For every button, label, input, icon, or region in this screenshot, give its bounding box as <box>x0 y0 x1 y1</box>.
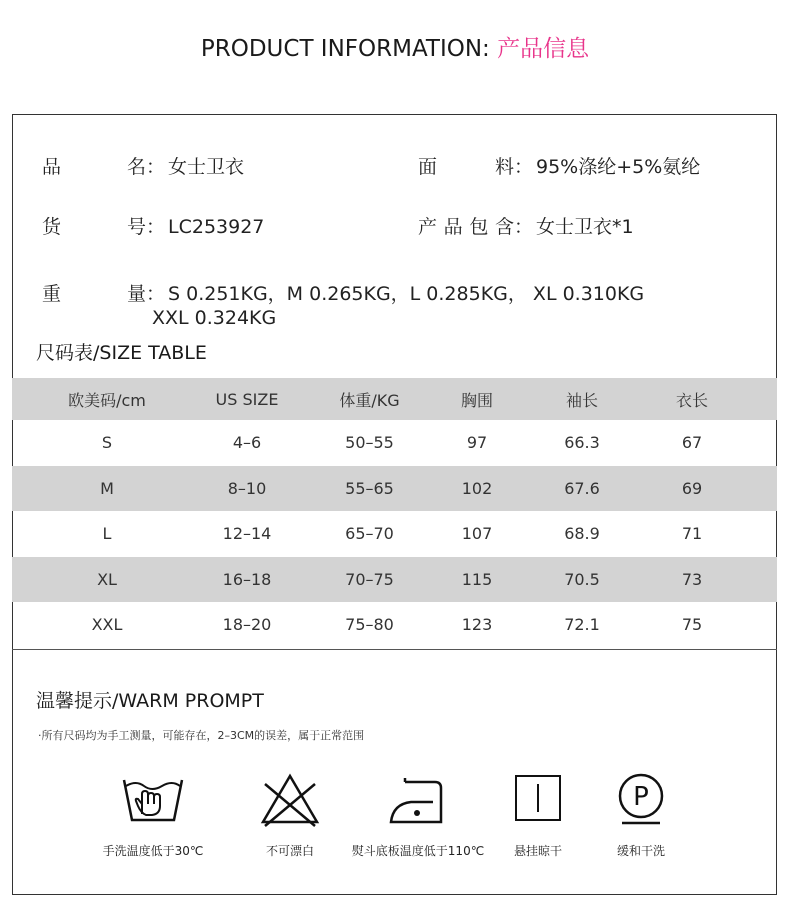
table-cell: 97 <box>466 433 488 453</box>
weight-label: 重量 <box>42 283 146 305</box>
name-label: 品名 <box>42 156 146 178</box>
header-cell: 胸围 <box>460 390 493 410</box>
table-cell: 12–14 <box>222 524 272 544</box>
table-cell: 102 <box>461 478 493 498</box>
table-cell: 65–70 <box>345 524 394 544</box>
table-cell: 75–80 <box>345 615 394 635</box>
colon: ： <box>514 216 534 238</box>
table-cell: M <box>100 478 114 498</box>
warm-prompt-title: 温馨提示/WARM PROMPT <box>36 690 264 712</box>
hand-wash-icon <box>118 770 188 830</box>
header-cell: US SIZE <box>215 389 279 409</box>
title-en: PRODUCT INFORMATION: <box>200 36 490 62</box>
table-header <box>12 378 777 420</box>
table-cell: 69 <box>681 478 703 498</box>
header-cell: 体重/KG <box>339 390 400 410</box>
info-package <box>418 212 634 239</box>
colon: ： <box>146 283 166 305</box>
info-weight <box>42 279 644 306</box>
name-value: 女士卫衣 <box>168 156 245 178</box>
table-cell: 73 <box>681 569 703 589</box>
header-cell: 衣长 <box>675 390 708 410</box>
size-table-title: 尺码表/SIZE TABLE <box>36 342 207 364</box>
weight-line2: XXL 0.324KG <box>152 307 277 329</box>
dry-clean-letter: P <box>633 782 649 812</box>
table-cell: 18–20 <box>222 615 272 635</box>
sku-value: LC253927 <box>168 216 265 238</box>
measurement-note: ·所有尺码均为手工测量，可能存在，2–3CM的误差，属于正常范围 <box>38 729 365 742</box>
dry-clean-label: 缓和干洗 <box>616 844 665 858</box>
header-cell: 欧美码/cm <box>68 390 146 410</box>
fabric-label: 面料 <box>418 156 514 178</box>
table-cell: 55–65 <box>345 478 394 498</box>
iron-label: 熨斗底板温度低于110℃ <box>351 844 485 858</box>
table-cell: 50–55 <box>345 433 394 453</box>
info-name <box>42 152 244 179</box>
table-cell: 67.6 <box>564 478 600 498</box>
table-cell: L <box>102 524 112 544</box>
table-row <box>12 466 777 512</box>
hand-wash-label: 手洗温度低于30℃ <box>102 844 204 858</box>
table-row <box>12 557 777 603</box>
table-row <box>12 602 777 648</box>
table-row <box>12 420 777 466</box>
care-hand-wash <box>78 770 228 858</box>
table-cell: XL <box>97 569 117 589</box>
sku-label: 货号 <box>42 216 146 238</box>
table-cell: 68.9 <box>564 524 600 544</box>
fabric-value: 95%涤纶+5%氨纶 <box>536 156 701 178</box>
page-title <box>0 30 790 63</box>
table-cell: 71 <box>681 524 703 544</box>
table-cell: 67 <box>681 433 703 453</box>
table-cell: XXL <box>91 615 123 635</box>
package-label: 产品包含 <box>418 216 514 238</box>
title-cn: 产品信息 <box>497 36 590 62</box>
care-dry-clean <box>566 770 716 858</box>
table-cell: 107 <box>461 524 493 544</box>
info-sku <box>42 212 264 239</box>
table-cell: 66.3 <box>564 433 600 453</box>
table-cell: 75 <box>681 615 703 635</box>
iron-icon <box>383 770 453 830</box>
header-cell: 袖长 <box>565 390 598 410</box>
table-cell: 8–10 <box>227 478 267 498</box>
section-divider <box>12 649 777 650</box>
info-fabric <box>418 152 700 179</box>
hang-dry-icon <box>503 770 573 830</box>
package-value: 女士卫衣*1 <box>536 216 634 238</box>
size-table <box>12 378 777 648</box>
hang-dry-label: 悬挂晾干 <box>513 844 562 858</box>
table-cell: 72.1 <box>564 615 600 635</box>
weight-line1: S 0.251KG，M 0.265KG，L 0.285KG， XL 0.310KG <box>168 283 645 305</box>
colon: ： <box>146 156 166 178</box>
table-cell: 4–6 <box>232 433 262 453</box>
table-cell: 115 <box>461 569 493 589</box>
no-bleach-label: 不可漂白 <box>265 844 314 858</box>
table-cell: S <box>101 433 113 453</box>
colon: ： <box>514 156 534 178</box>
table-cell: 123 <box>461 615 493 635</box>
no-bleach-icon <box>255 770 325 830</box>
table-cell: 70.5 <box>564 569 600 589</box>
table-row <box>12 511 777 557</box>
table-cell: 16–18 <box>222 569 272 589</box>
colon: ： <box>146 216 166 238</box>
table-cell: 70–75 <box>345 569 394 589</box>
dry-clean-icon <box>606 770 676 830</box>
